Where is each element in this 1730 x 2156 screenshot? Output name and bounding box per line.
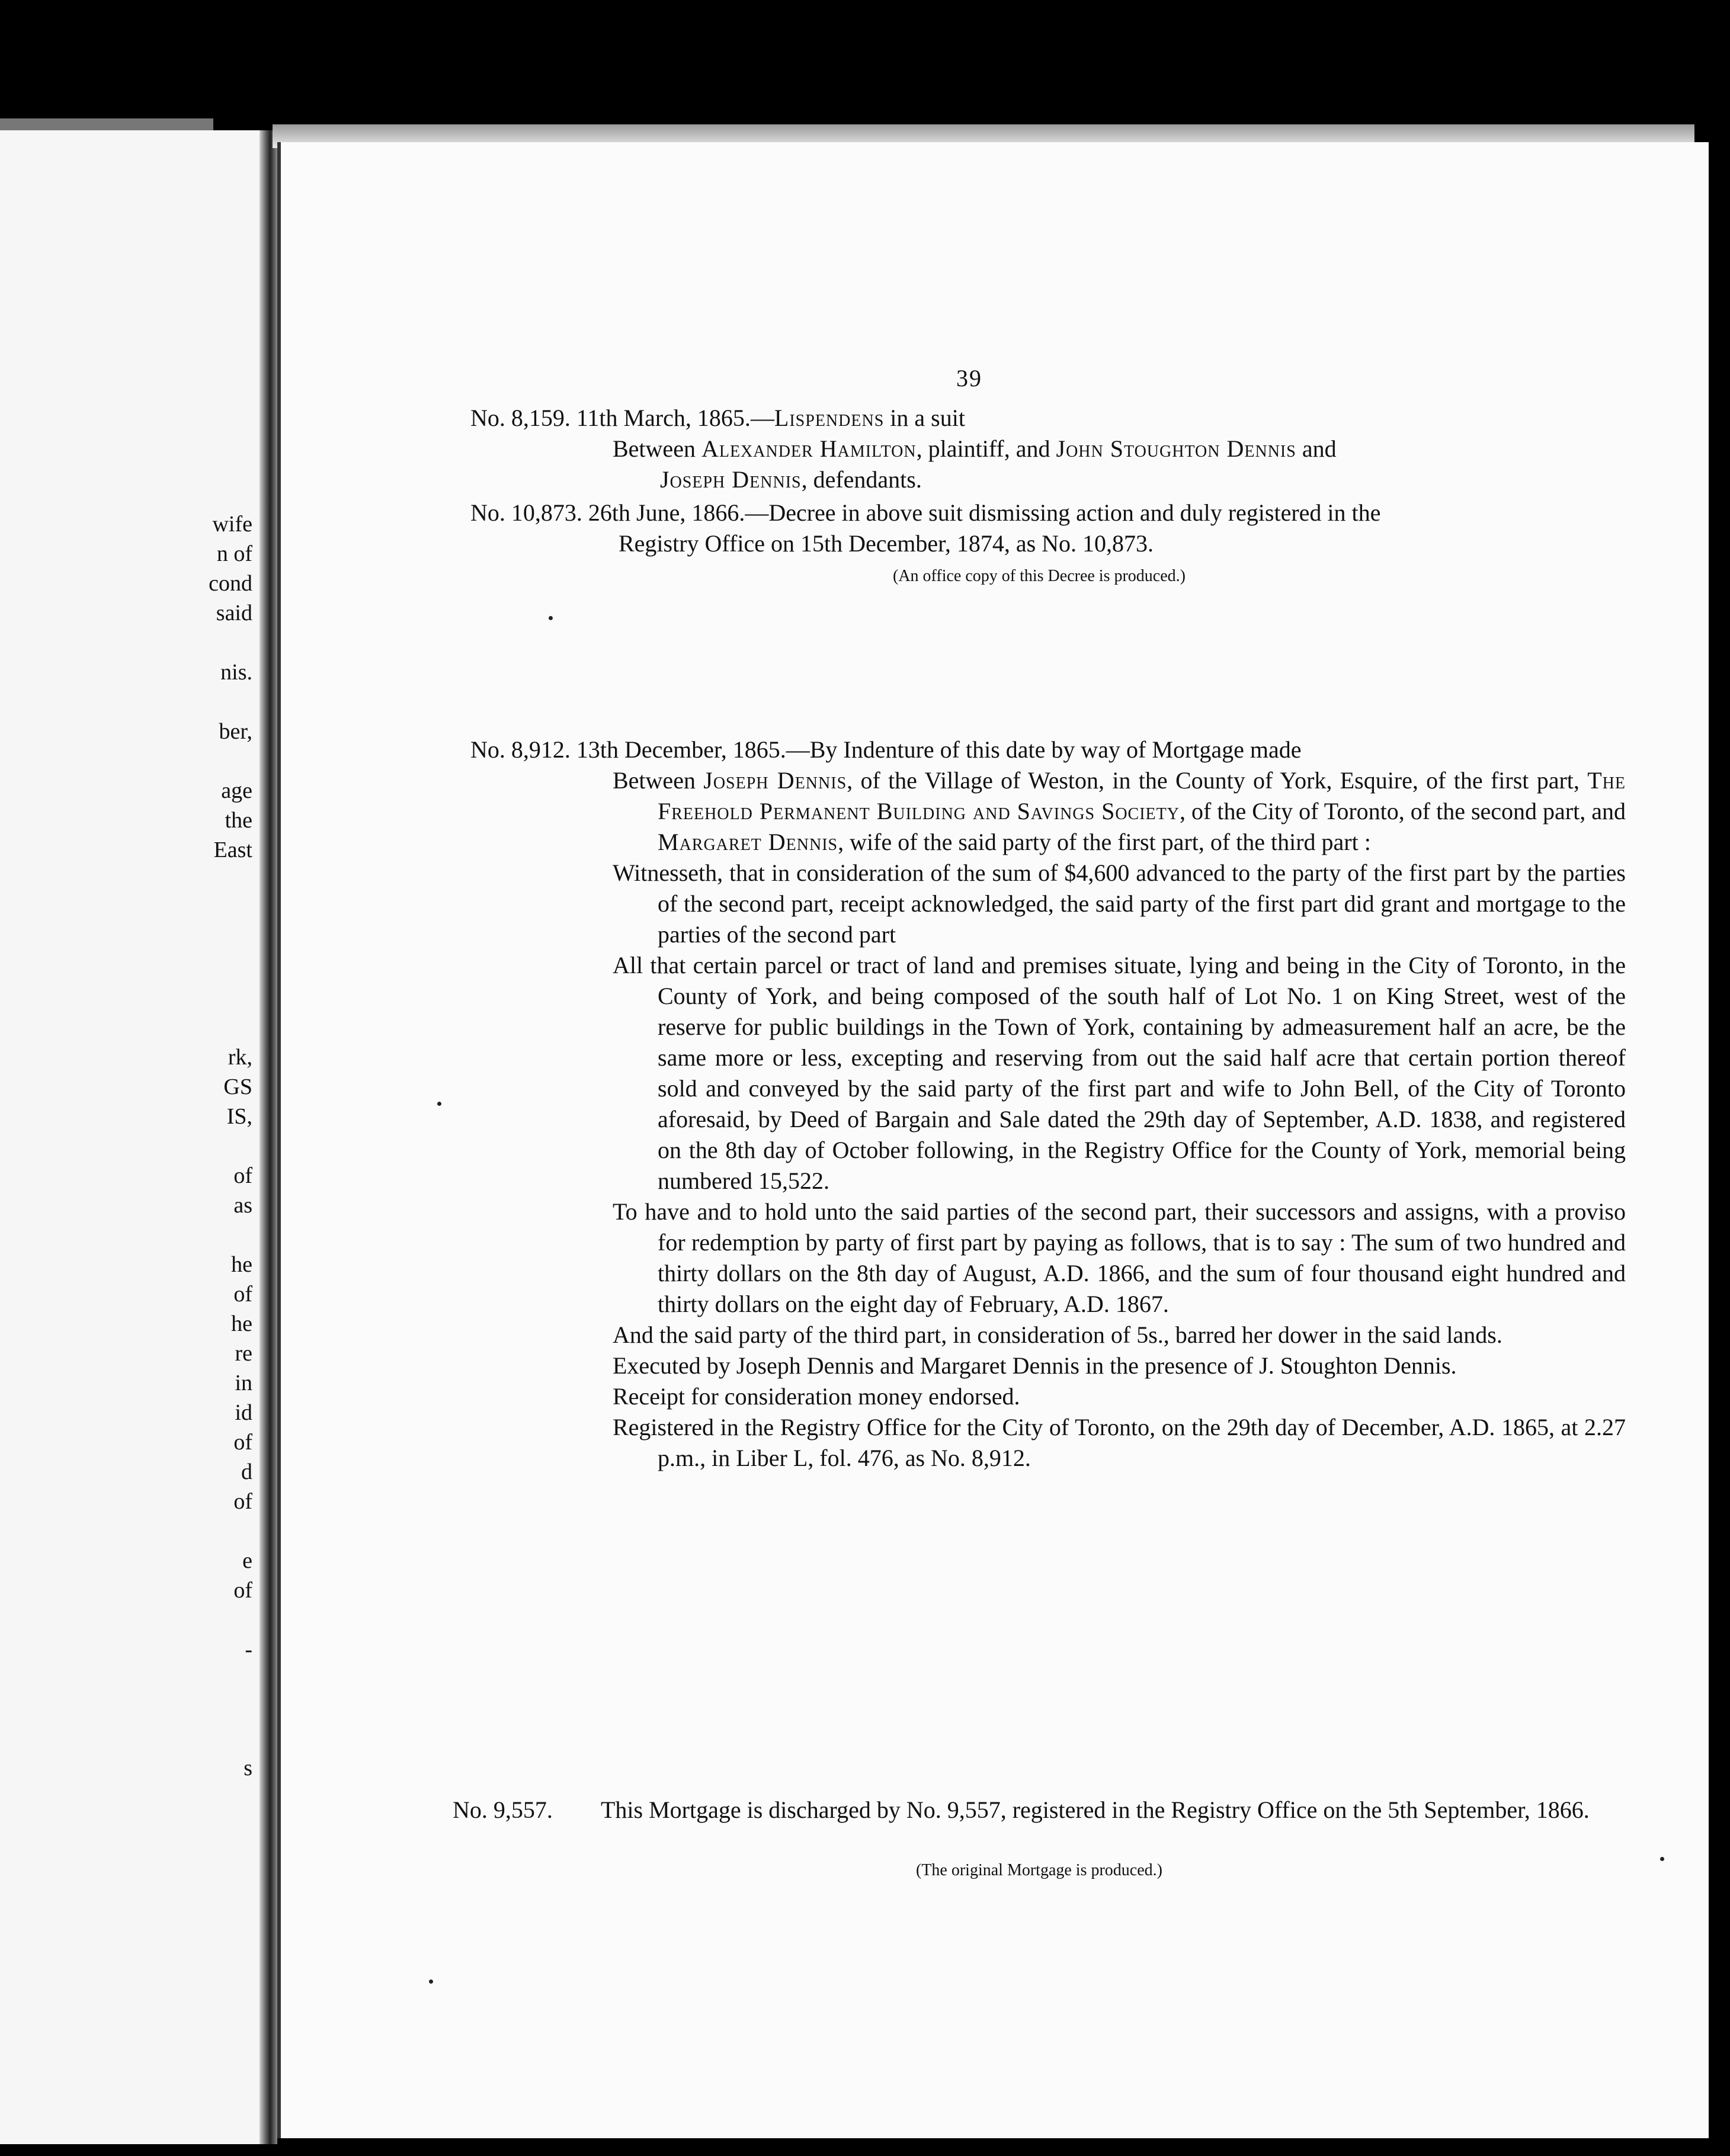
left-page-fragment (209, 1724, 252, 1753)
left-page-fragment (209, 746, 252, 776)
left-page-fragment (209, 865, 252, 894)
entry-heading: 13th December, 1865.—By Indenture of this date by way of Mortgage made (576, 736, 1302, 763)
left-page-fragment: of (233, 1489, 252, 1514)
left-page-fragment: - (245, 1637, 252, 1662)
left-page-fragment (209, 1516, 252, 1546)
paragraph-text: , of the Village of Weston, in the County of York, Esquire, of the first part, (847, 767, 1588, 794)
left-page-fragment: age (221, 778, 252, 803)
between-label: Between (613, 435, 701, 462)
left-page-fragment: as (233, 1193, 252, 1218)
entry-heading-lispendens: Lispendens (774, 405, 885, 431)
left-page-fragment: e (242, 1548, 252, 1573)
left-page-fragment: GS (223, 1074, 252, 1099)
entry-9557-text (601, 1795, 1626, 1825)
party-name: John Stoughton Dennis (1056, 435, 1296, 462)
left-page-fragment: of (233, 1578, 252, 1603)
left-page-fragment (209, 924, 252, 954)
left-facing-page (0, 130, 261, 2144)
between-label: Between (613, 767, 704, 794)
entry-ref: No. 8,912. (470, 736, 571, 763)
entry-text-line: Registry Office on 15th December, 1874, as No. 10,873. (619, 530, 1154, 557)
original-mortgage-note: (The original Mortgage is produced.) (916, 1861, 1162, 1879)
conjunction: and (1296, 435, 1337, 462)
scan-speck (1660, 1857, 1664, 1861)
page-number: 39 (956, 365, 982, 392)
left-page-fragment: he (231, 1252, 252, 1277)
left-page-fragment: of (233, 1282, 252, 1307)
entry-heading-date: 11th March, 1865.— (576, 405, 774, 431)
left-page-fragment: d (241, 1459, 252, 1484)
left-page-fragment: ber, (219, 719, 252, 744)
left-page-fragment (209, 1694, 252, 1724)
executed-paragraph: Executed by Joseph Dennis and Margaret Dennis in the presence of J. Stoughton Dennis. (613, 1352, 1457, 1379)
scan-speck (549, 616, 553, 620)
left-page-fragment: cond (209, 571, 252, 596)
page-content (281, 142, 1709, 2138)
party-name: Alexander Hamilton (701, 435, 917, 462)
left-page-fragment: nis. (220, 660, 252, 685)
left-page-fragment (209, 983, 252, 1013)
left-page-fragment (209, 687, 252, 717)
discharge-paragraph: This Mortgage is discharged by No. 9,557, registered in the Registry Office on the 5th September, 1866. (601, 1796, 1590, 1823)
left-page-fragment: East (213, 838, 252, 862)
left-page-fragment: re (235, 1341, 252, 1366)
society-name: The Freehold Permanent Building and Savings Society (658, 767, 1626, 824)
entry-ref: No. 9,557. (453, 1796, 553, 1823)
witnesseth-paragraph: Witnesseth, that in consideration of the sum of $4,600 advanced to the party of the first part by the parties of the second part, receipt acknowledged, the said party of the first part did grant and mortgage to the parties of the second part (613, 859, 1626, 948)
left-page-fragment (209, 1664, 252, 1694)
office-copy-note: (An office copy of this Decree is produced.) (893, 567, 1186, 585)
left-page-fragment (209, 1013, 252, 1042)
left-page-fragment: of (233, 1163, 252, 1188)
paragraph-text: , wife of the said party of the first part, of the third part : (838, 829, 1371, 855)
entry-10873 (470, 498, 1626, 559)
left-page-fragment: the (225, 808, 252, 833)
to-have-paragraph: To have and to hold unto the said parties of the second part, their successors and assigns, with a proviso for redemption by party of first part by paying as follows, that is to say : The sum of two hundred and thirty dollars on the 8th day of August, A.D. 1866, and the sum of four thousand eight hundred and thirty dollars on the eight day of February, A.D. 1867. (613, 1198, 1626, 1317)
left-page-fragment (209, 894, 252, 924)
left-page-fragment (209, 954, 252, 983)
left-page-fragment: id (235, 1400, 252, 1425)
left-page-fragment (209, 1220, 252, 1250)
receipt-paragraph: Receipt for consideration money endorsed. (613, 1383, 1020, 1410)
scan-speck (437, 1102, 441, 1106)
document-page (277, 142, 1709, 2138)
entry-heading-suffix: in a suit (884, 405, 965, 431)
book-gutter (260, 130, 277, 2144)
scan-speck (429, 1979, 433, 1984)
left-page-text-fragments (209, 509, 252, 1783)
left-page-fragment: of (233, 1430, 252, 1455)
party-name: Joseph Dennis (703, 767, 847, 794)
left-page-fragment: IS, (226, 1104, 252, 1129)
left-page-fragment: he (231, 1311, 252, 1336)
party-name: Joseph Dennis (660, 466, 802, 493)
between-paragraph (613, 765, 1626, 858)
all-that-paragraph: All that certain parcel or tract of land and premises situate, lying and being in the City of Toronto, in the County of York, and being composed of the south half of Lot No. 1 on King Street, west of the reserve for public buildings in the Town of York, containing by admeasurement half an acre, be the same more or less, excepting and reserving from out the said half acre that certain portion thereof sold and conveyed by the said party of the first part and wife to John Bell, of the City of Toronto aforesaid, by Deed of Bargain and Sale dated the 29th day of September, A.D. 1838, and registered on the 8th day of October following, in the Registry Office for the County of York, memorial being numbered 15,522. (613, 952, 1626, 1194)
registered-paragraph: Registered in the Registry Office for the City of Toronto, on the 29th day of December, A.D. 1865, at 2.27 p.m., in Liber L, fol. 476, as No. 8,912. (613, 1414, 1626, 1471)
party-role: , plaintiff, and (916, 435, 1056, 462)
left-page-fragment (209, 1131, 252, 1161)
dower-paragraph: And the said party of the third part, in consideration of 5s., barred her dower in the said lands. (613, 1321, 1502, 1348)
party-role: , defendants. (801, 466, 922, 493)
left-page-fragment: rk, (228, 1045, 252, 1070)
entry-ref: No. 8,159. (470, 405, 571, 431)
left-page-fragment: in (235, 1371, 252, 1395)
entry-text-line: 26th June, 1866.—Decree in above suit dismissing action and duly registered in the (588, 499, 1381, 526)
entry-8912-heading (470, 734, 1626, 765)
left-page-fragment: said (216, 601, 252, 625)
paragraph-text: , of the City of Toronto, of the second part, and (1180, 798, 1626, 824)
left-page-fragment: s (244, 1756, 252, 1780)
left-page-fragment (209, 628, 252, 657)
left-page-fragment: wife (212, 512, 252, 537)
party-name: Margaret Dennis (658, 829, 838, 855)
entry-ref: No. 10,873. (470, 499, 582, 526)
entry-8159 (470, 403, 1626, 495)
entry-8912-body (613, 765, 1626, 1474)
left-page-fragment (209, 1605, 252, 1635)
left-page-fragment: n of (216, 541, 252, 566)
